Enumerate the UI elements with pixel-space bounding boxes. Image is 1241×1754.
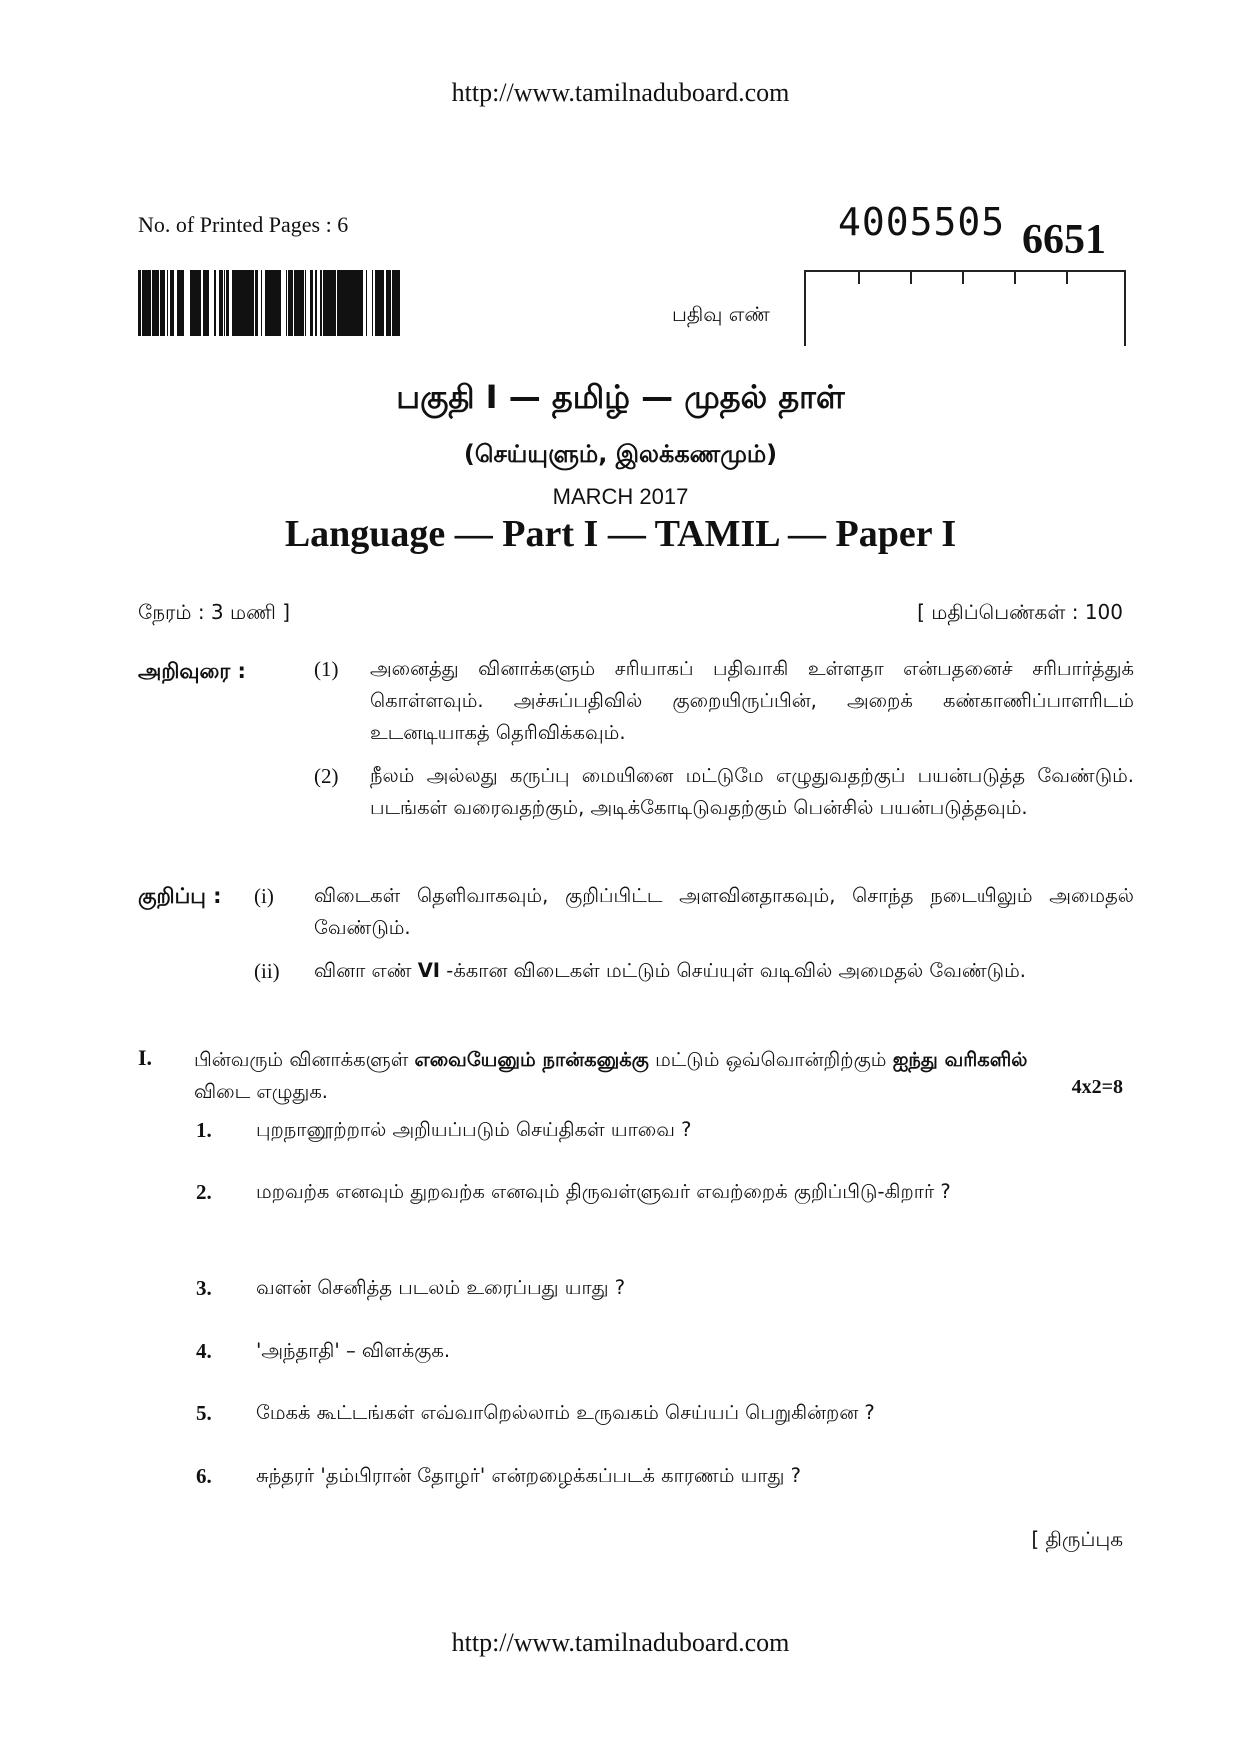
barcode-bar — [179, 270, 181, 336]
note-text-part: -க்கான விடைகள் மட்டும் செய்யுள் வடிவில் அமைதல் வேண்டும். — [440, 959, 1026, 982]
barcode-bar — [323, 270, 326, 336]
barcode-bar — [286, 270, 287, 336]
barcode-bar — [150, 270, 151, 336]
question-text: புறநானூற்றால் அறியப்படும் செய்திகள் யாவை ? — [256, 1118, 692, 1141]
barcode-bar — [238, 270, 239, 336]
barcode-bar — [144, 270, 147, 336]
register-number-label: பதிவு எண் — [672, 302, 770, 326]
printed-pages: No. of Printed Pages : 6 — [138, 212, 349, 237]
barcode-bar — [178, 270, 179, 336]
section-text-part: பின்வரும் வினாக்களுள் — [194, 1048, 415, 1071]
note-number: (ii) — [254, 959, 280, 983]
question-number: 2. — [196, 1180, 212, 1204]
barcode-bar — [327, 270, 329, 336]
question-text: சுந்தரர் 'தம்பிரான் தோழர்' என்றழைக்கப்படக் காரணம் யாது ? — [256, 1464, 801, 1487]
barcode-bar — [190, 270, 192, 336]
barcode-bar — [312, 270, 313, 336]
barcode-bar — [232, 270, 235, 336]
barcode-bar — [222, 270, 223, 336]
barcode-bar — [382, 270, 383, 336]
paper-code: 4005505 — [838, 200, 1006, 244]
paper-title-tamil: பகுதி I — தமிழ் — முதல் தாள் — [396, 378, 845, 416]
barcode-bar — [332, 270, 335, 336]
barcode-bar — [245, 270, 248, 336]
exam-month: MARCH 2017 — [552, 484, 689, 509]
barcode-bar — [351, 270, 352, 336]
barcode-bar — [228, 270, 229, 336]
barcode-bar — [236, 270, 238, 336]
barcode-bar — [163, 270, 165, 336]
barcode-bar — [294, 270, 295, 336]
question-item — [196, 1114, 1096, 1146]
barcode-bar — [197, 270, 199, 336]
question-text: மேகக் கூட்டங்கள் எவ்வாறெல்லாம் உருவகம் செய்யப் பெறுகின்றன ? — [256, 1401, 875, 1424]
question-item — [196, 1272, 1096, 1304]
barcode-bar — [226, 270, 227, 336]
barcode-bar — [305, 270, 306, 336]
barcode-bar — [182, 270, 184, 336]
barcode-bar — [205, 270, 208, 336]
barcode-bar — [310, 270, 312, 336]
barcode-bar — [214, 270, 215, 336]
barcode-bar — [241, 270, 244, 336]
barcode-bar — [270, 270, 271, 336]
barcode-bar — [389, 270, 390, 336]
barcode-bar — [173, 270, 174, 336]
barcode-bar — [220, 270, 221, 336]
barcode-bar — [147, 270, 148, 336]
question-text: வளன் செனித்த படலம் உரைப்பது யாது ? — [256, 1276, 626, 1299]
barcode-bar — [152, 270, 154, 336]
barcode-bar — [329, 270, 332, 336]
barcode-bar — [290, 270, 291, 336]
barcode-bar — [383, 270, 384, 336]
barcode-bar — [362, 270, 363, 336]
barcode-bar — [221, 270, 222, 336]
barcode-bar — [274, 270, 276, 336]
barcode-bar — [390, 270, 391, 336]
barcode-bar — [167, 270, 168, 336]
barcode-bar — [381, 270, 382, 336]
barcode-bar — [267, 270, 270, 336]
barcode-bar — [224, 270, 225, 336]
barcode-bar — [208, 270, 209, 336]
barcode-bar — [240, 270, 241, 336]
note-number: (i) — [254, 884, 274, 908]
barcode-bar — [342, 270, 344, 336]
section-text-part: விடை எழுதுக. — [194, 1080, 328, 1103]
barcode-bar — [235, 270, 236, 336]
barcode-bar — [376, 270, 378, 336]
barcode-bar — [302, 270, 304, 336]
barcode-bar — [139, 270, 140, 336]
barcode-bar — [148, 270, 150, 336]
barcode-bar — [326, 270, 327, 336]
barcode-bar — [346, 270, 349, 336]
barcode-bar — [276, 270, 278, 336]
question-number: 5. — [196, 1401, 212, 1425]
barcode-bar — [239, 270, 240, 336]
barcode-bar — [388, 270, 389, 336]
barcode-bar — [361, 270, 362, 336]
section-instruction — [194, 1044, 1074, 1108]
barcode-bar — [271, 270, 274, 336]
barcode-bar — [251, 270, 254, 336]
subject-code: 6651 — [1022, 217, 1106, 263]
instruction-number: (2) — [314, 764, 339, 788]
barcode-bar — [366, 270, 367, 336]
question-item — [196, 1460, 1096, 1492]
barcode-bar — [203, 270, 205, 336]
question-ref: VI — [417, 959, 441, 982]
note-item — [254, 955, 1134, 987]
barcode — [138, 270, 400, 336]
question-number: 6. — [196, 1464, 212, 1488]
section-text-bold: எவையேனும் நான்கனுக்கு — [414, 1048, 649, 1071]
barcode-bar — [392, 270, 393, 336]
question-number: 4. — [196, 1339, 212, 1363]
barcode-bar — [340, 270, 342, 336]
instruction-number: (1) — [314, 657, 339, 681]
barcode-bar — [344, 270, 345, 336]
barcode-bar — [386, 270, 387, 336]
barcode-bar — [358, 270, 359, 336]
barcode-bar — [335, 270, 336, 336]
barcode-bar — [297, 270, 298, 336]
question-item — [196, 1335, 1096, 1367]
notes-label: குறிப்பு : — [138, 884, 222, 908]
barcode-bar — [278, 270, 280, 336]
barcode-bar — [172, 270, 173, 336]
barcode-bar — [194, 270, 197, 336]
barcode-bar — [360, 270, 361, 336]
barcode-bar — [345, 270, 346, 336]
instruction-item — [314, 760, 1134, 824]
max-marks: [ மதிப்பெண்கள் : 100 — [917, 600, 1123, 624]
barcode-bar — [138, 270, 139, 336]
paper-subtitle-tamil: (செய்யுளும், இலக்கணமும்) — [463, 440, 778, 468]
source-url-bottom: http://www.tamilnaduboard.com — [451, 1628, 790, 1657]
barcode-bar — [288, 270, 290, 336]
note-text — [314, 955, 1134, 987]
barcode-bar — [248, 270, 251, 336]
section-text-bold: ஐந்து வரிகளில் — [892, 1048, 1028, 1071]
instruction-text: அனைத்து வினாக்களும் சரியாகப் பதிவாகி உள்ளதா என்பதனைச் சரிபார்த்துக் கொள்ளவும். அச்சுப்பதிவில் குறையிருப்பின், அறைக் கண்காணிப்பாளரிடம் உடனடியாகத் தெரிவிக்கவும். — [370, 657, 1134, 744]
barcode-bar — [215, 270, 216, 336]
barcode-bar — [398, 270, 400, 336]
barcode-bar — [295, 270, 297, 336]
register-number-box[interactable] — [804, 270, 1126, 346]
question-text: மறவற்க எனவும் துறவற்க எனவும் திருவள்ளுவர் எவற்றைக் குறிப்பிடு-கிறார் ? — [256, 1180, 951, 1203]
barcode-bar — [154, 270, 156, 336]
barcode-bar — [265, 270, 267, 336]
barcode-bar — [355, 270, 358, 336]
barcode-bar — [219, 270, 220, 336]
question-item — [196, 1176, 1076, 1208]
question-number: 1. — [196, 1118, 212, 1142]
barcode-bar — [142, 270, 144, 336]
barcode-bar — [320, 270, 322, 336]
barcode-bar — [359, 270, 360, 336]
paper-title-english: Language — Part I — TAMIL — Paper I — [284, 513, 957, 555]
section-marks: 4x2=8 — [1071, 1076, 1123, 1098]
barcode-bar — [161, 270, 163, 336]
barcode-bar — [261, 270, 262, 336]
barcode-bar — [352, 270, 353, 336]
question-text: 'அந்தாதி' – விளக்குக. — [256, 1339, 451, 1362]
barcode-bar — [292, 270, 293, 336]
barcode-bar — [353, 270, 355, 336]
barcode-bar — [227, 270, 228, 336]
barcode-bar — [181, 270, 182, 336]
barcode-bar — [170, 270, 172, 336]
barcode-bar — [315, 270, 316, 336]
barcode-bar — [298, 270, 299, 336]
barcode-bar — [193, 270, 194, 336]
barcode-bar — [375, 270, 376, 336]
barcode-bar — [387, 270, 388, 336]
barcode-bar — [255, 270, 258, 336]
question-number: 3. — [196, 1276, 212, 1300]
note-text-part: வினா எண் — [314, 959, 418, 982]
instruction-text: நீலம் அல்லது கருப்பு மையினை மட்டுமே எழுதுவதற்குப் பயன்படுத்த வேண்டும். படங்கள் வரைவதற்கும், அடிக்கோடிடுவதற்கும் பென்சில் பயன்படுத்தவும். — [370, 764, 1134, 819]
note-text: விடைகள் தெளிவாகவும், குறிப்பிட்ட அளவினதாகவும், சொந்த நடையிலும் அமைதல் வேண்டும். — [314, 884, 1134, 939]
barcode-bar — [393, 270, 396, 336]
exam-duration: நேரம் : 3 மணி ] — [138, 600, 290, 624]
barcode-bar — [372, 270, 373, 336]
question-item — [196, 1397, 1096, 1429]
turn-over-note: [ திருப்புக — [1031, 1527, 1123, 1551]
barcode-bar — [177, 270, 178, 336]
barcode-bar — [280, 270, 281, 336]
barcode-bar — [192, 270, 193, 336]
barcode-bar — [378, 270, 381, 336]
note-item — [254, 880, 1134, 944]
barcode-bar — [160, 270, 161, 336]
section-number: I. — [138, 1045, 153, 1070]
barcode-bar — [291, 270, 292, 336]
instruction-item — [314, 653, 1134, 749]
barcode-bar — [299, 270, 302, 336]
barcode-bar — [349, 270, 351, 336]
barcode-bar — [316, 270, 317, 336]
source-url-top: http://www.tamilnaduboard.com — [451, 78, 790, 107]
barcode-bar — [140, 270, 141, 336]
instructions-label: அறிவுரை : — [138, 659, 246, 683]
barcode-bar — [337, 270, 340, 336]
barcode-bar — [199, 270, 201, 336]
barcode-bar — [396, 270, 398, 336]
barcode-bar — [156, 270, 159, 336]
barcode-bar — [244, 270, 245, 336]
section-text-part: மட்டும் ஒவ்வொன்றிற்கும் — [648, 1048, 893, 1071]
